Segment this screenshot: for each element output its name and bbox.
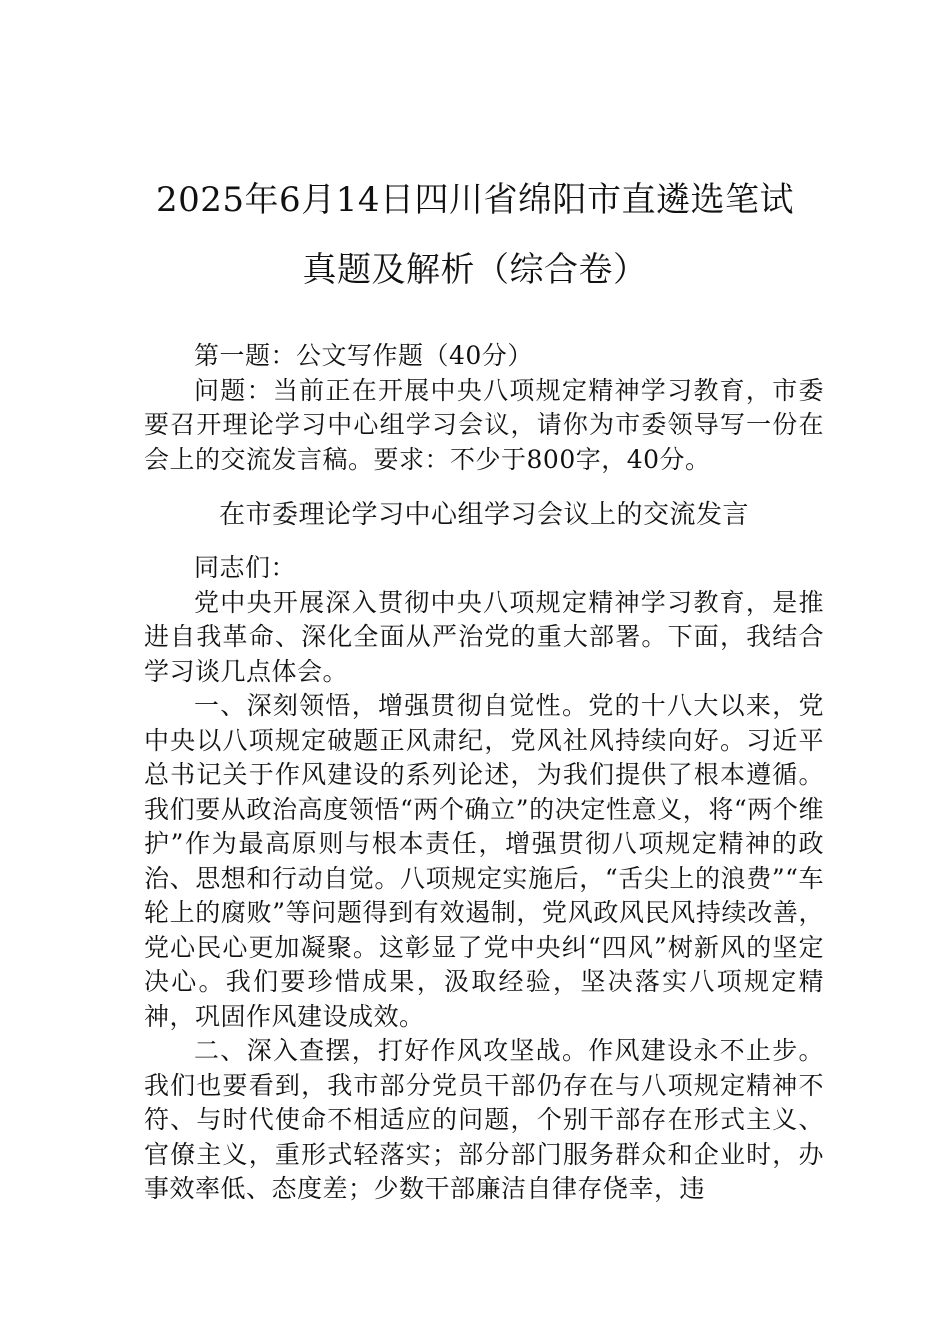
document-body: [144, 339, 824, 1207]
speech-heading: 在市委理论学习中心组学习会议上的交流发言: [218, 500, 749, 530]
document-title-line-1: 2025年6月14日四川省绵阳市直遴选笔试: [156, 180, 794, 220]
paragraph-section-2: 二、深入查摆，打好作风攻坚战。作风建设永不止步。我们也要看到，我市部分党员干部仍存在与八项规定精神不符、与时代使命不相适应的问题，个别干部存在形式主义、官僚主义，重形式轻落实；部分部门服务群众和企业时，办事效率低、态度差；少数干部廉洁自律存侥幸，违: [144, 1036, 824, 1203]
paragraph-section-1: 一、深刻领悟，增强贯彻自觉性。党的十八大以来，党中央以八项规定破题正风肃纪，党风社风持续向好。习近平总书记关于作风建设的系列论述，为我们提供了根本遵循。我们要从政治高度领悟“两个确立”的决定性意义，将“两个维护”作为最高原则与根本责任，增强贯彻八项规定精神的政治、思想和行动自觉。八项规定实施后，“舌尖上的浪费”“车轮上的腐败”等问题得到有效遏制，党风政风民风持续改善，党心民心更加凝聚。这彰显了党中央纠“四风”树新风的坚定决心。我们要珍惜成果，汲取经验，坚决落实八项规定精神，巩固作风建设成效。: [144, 691, 824, 1031]
question-label: 第一题：公文写作题（40分）: [194, 341, 533, 370]
salutation: 同志们：: [194, 553, 297, 582]
paragraph-intro: 党中央开展深入贯彻中央八项规定精神学习教育，是推进自我革命、深化全面从严治党的重大部署。下面，我结合学习谈几点体会。: [144, 587, 824, 686]
question-text: 问题：当前正在开展中央八项规定精神学习教育，市委要召开理论学习中心组学习会议，请你为市委领导写一份在会上的交流发言稿。要求：不少于800字，40分。: [144, 375, 824, 474]
document-title-line-2: 真题及解析（综合卷）: [302, 250, 648, 290]
